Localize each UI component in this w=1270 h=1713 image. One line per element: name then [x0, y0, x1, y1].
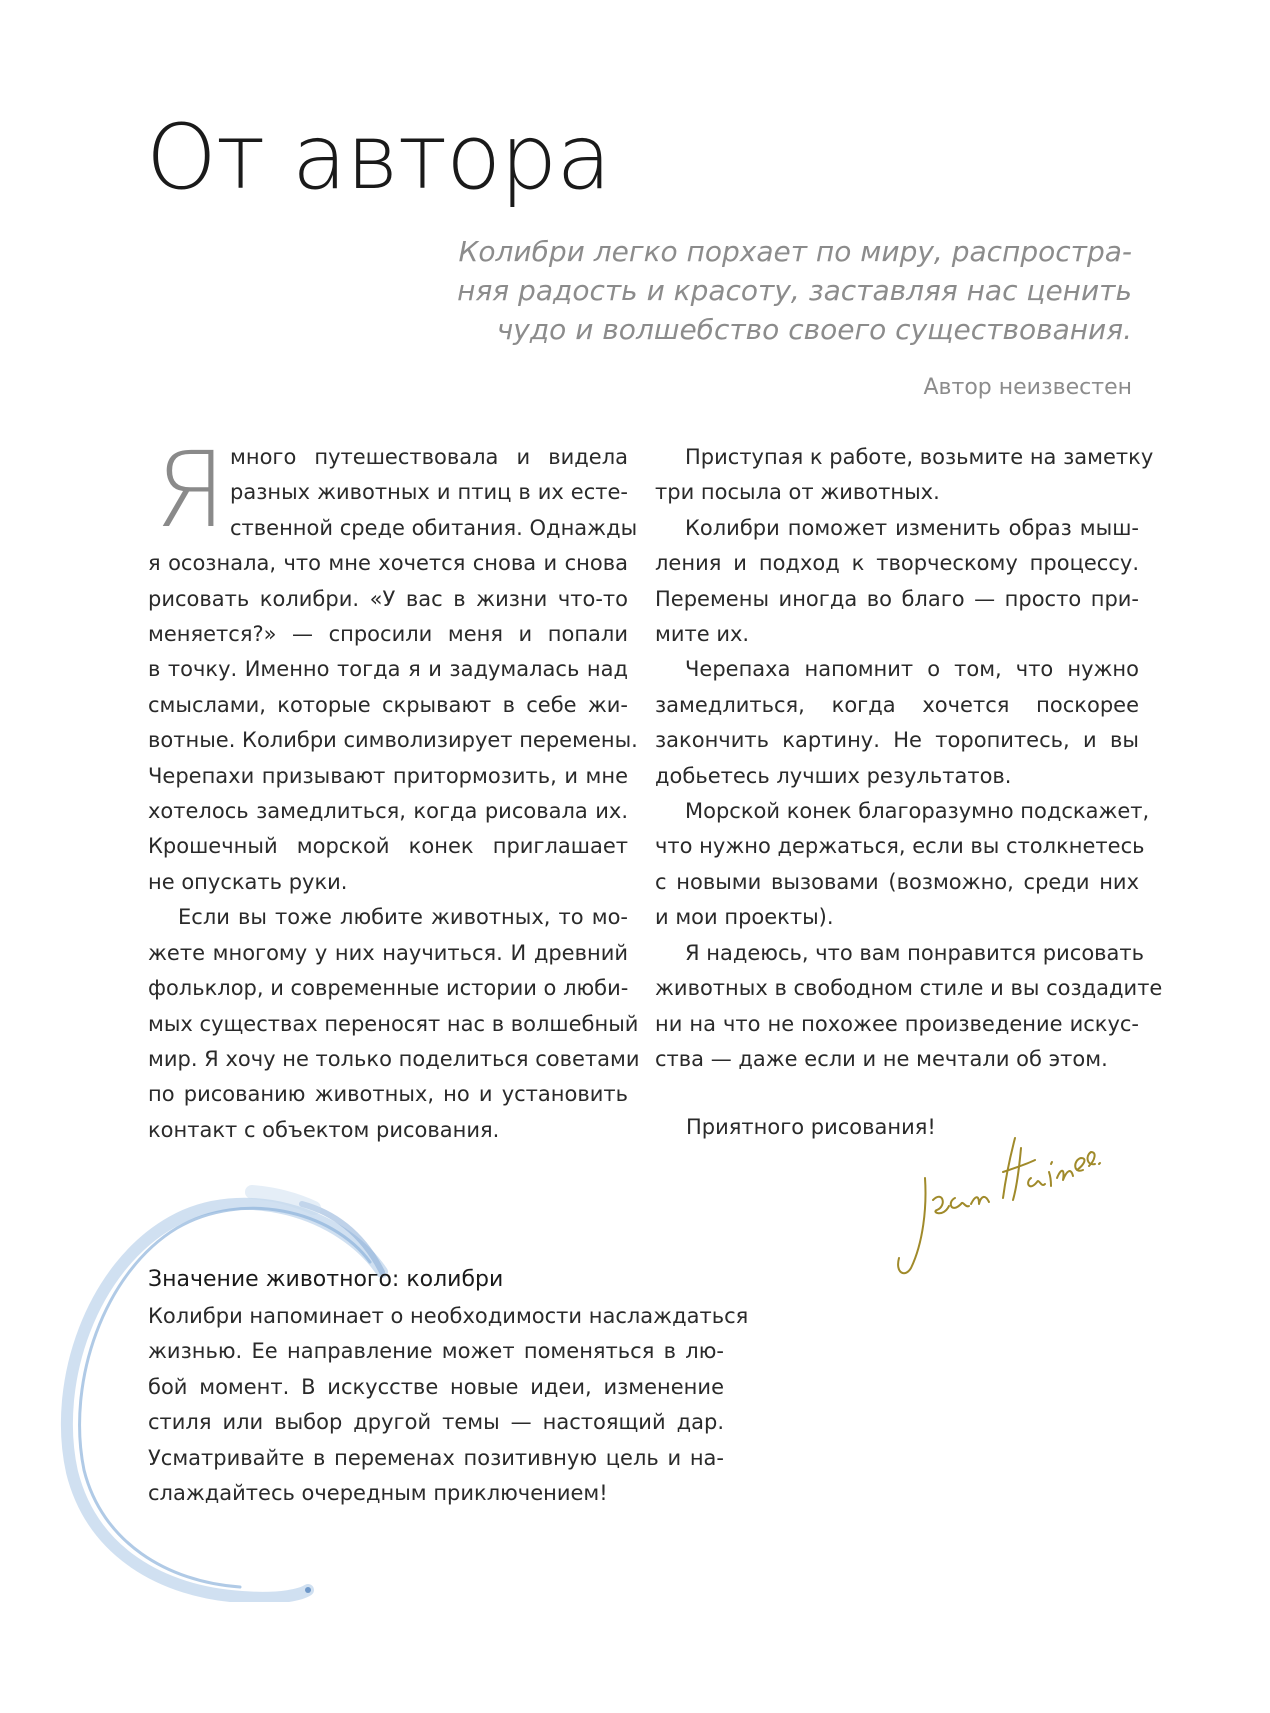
- handwritten-signature: [885, 1108, 1105, 1288]
- body-line: смыслами, которые скрывают в себе жи-: [148, 692, 628, 717]
- body-line: три посыла от животных.: [655, 480, 940, 505]
- body-line: ства — даже если и не мечтали об этом.: [655, 1046, 1108, 1071]
- body-line: Черепахи призывают притормозить, и мне: [148, 763, 628, 788]
- body-line: много путешествовала и видела: [230, 445, 628, 469]
- body-line: вотные. Колибри символизирует перемены.: [148, 728, 638, 753]
- left-column: [148, 429, 640, 1148]
- right-column: [655, 440, 1163, 1077]
- epigraph-line: няя радость и красоту, заставляя нас ценить: [457, 274, 1132, 307]
- body-line: Если вы тоже любите животных, то мо-: [178, 905, 628, 930]
- body-line: что нужно держаться, если вы столкнетесь: [655, 834, 1145, 859]
- body-line: хотелось замедлиться, когда рисовала их.: [148, 799, 628, 824]
- sidebar-line: Усматривайте в переменах позитивную цель и на-: [148, 1445, 724, 1470]
- signoff-text: Приятного рисования!: [686, 1115, 936, 1139]
- epigraph-line: Колибри легко порхает по миру, распростра-: [458, 235, 1132, 268]
- epigraph-quote: [392, 232, 1132, 349]
- sidebar-line: Колибри напоминает о необходимости наслаждаться: [148, 1304, 749, 1328]
- body-line: Морской конек благоразумно подскажет,: [685, 799, 1150, 824]
- sidebar-title: Значение животного: колибри: [148, 1267, 504, 1292]
- body-line: Я надеюсь, что вам понравится рисовать: [685, 940, 1145, 965]
- body-line: с новыми вызовами (возможно, среди них: [655, 869, 1139, 894]
- body-line: рисовать колибри. «У вас в жизни что-то: [148, 586, 628, 611]
- sidebar-line: слаждайтесь очередным приключением!: [148, 1481, 608, 1506]
- epigraph-author: Автор неизвестен: [923, 375, 1132, 400]
- body-line: и мои проекты).: [655, 905, 834, 930]
- body-line: Приступая к работе, возьмите на заметку: [685, 445, 1154, 469]
- body-line: фольклор, и современные истории о люби-: [148, 976, 629, 1001]
- body-line: Крошечный морской конек приглашает: [148, 834, 628, 859]
- body-line: Колибри поможет изменить образ мыш-: [685, 515, 1139, 540]
- drop-cap: Я: [154, 429, 227, 551]
- body-line: Перемены иногда во благо — просто при-: [655, 586, 1139, 611]
- body-line: я осознала, что мне хочется снова и снова: [148, 551, 628, 576]
- sidebar-box: [148, 1263, 749, 1511]
- body-line: добьетесь лучших результатов.: [655, 763, 1012, 788]
- body-line: замедлиться, когда хочется поскорее: [655, 692, 1139, 717]
- body-line: разных животных и птиц в их есте-: [230, 480, 628, 505]
- page-title: От автора: [146, 105, 611, 210]
- body-line: жете многому у них научиться. И древний: [148, 940, 628, 965]
- body-line: мых существах переносят нас в волшебный: [148, 1011, 639, 1036]
- body-line: ственной среде обитания. Однажды: [230, 515, 638, 540]
- sidebar-line: бой момент. В искусстве новые идеи, изменение: [148, 1374, 724, 1399]
- body-line: закончить картину. Не торопитесь, и вы: [655, 728, 1139, 753]
- body-line: мир. Я хочу не только поделиться советами: [148, 1046, 640, 1071]
- sidebar-line: стиля или выбор другой темы — настоящий дар.: [148, 1410, 724, 1435]
- body-line: по рисованию животных, но и установить: [148, 1082, 628, 1107]
- body-line: меняется?» — спросили меня и попали: [148, 622, 628, 647]
- body-line: животных в свободном стиле и вы создадите: [655, 976, 1163, 1001]
- body-line: контакт с объектом рисования.: [148, 1117, 500, 1142]
- sidebar-line: жизнью. Ее направление может поменяться в лю-: [148, 1339, 724, 1364]
- body-line: не опускать руки.: [148, 869, 348, 894]
- body-line: мите их.: [655, 622, 750, 647]
- body-line: в точку. Именно тогда я и задумалась над: [148, 657, 628, 682]
- body-line: ления и подход к творческому процессу.: [655, 551, 1139, 576]
- body-line: ни на что не похожее произведение искус-: [655, 1011, 1139, 1036]
- body-line: Черепаха напомнит о том, что нужно: [685, 657, 1139, 682]
- epigraph-line: чудо и волшебство своего существования.: [496, 313, 1132, 346]
